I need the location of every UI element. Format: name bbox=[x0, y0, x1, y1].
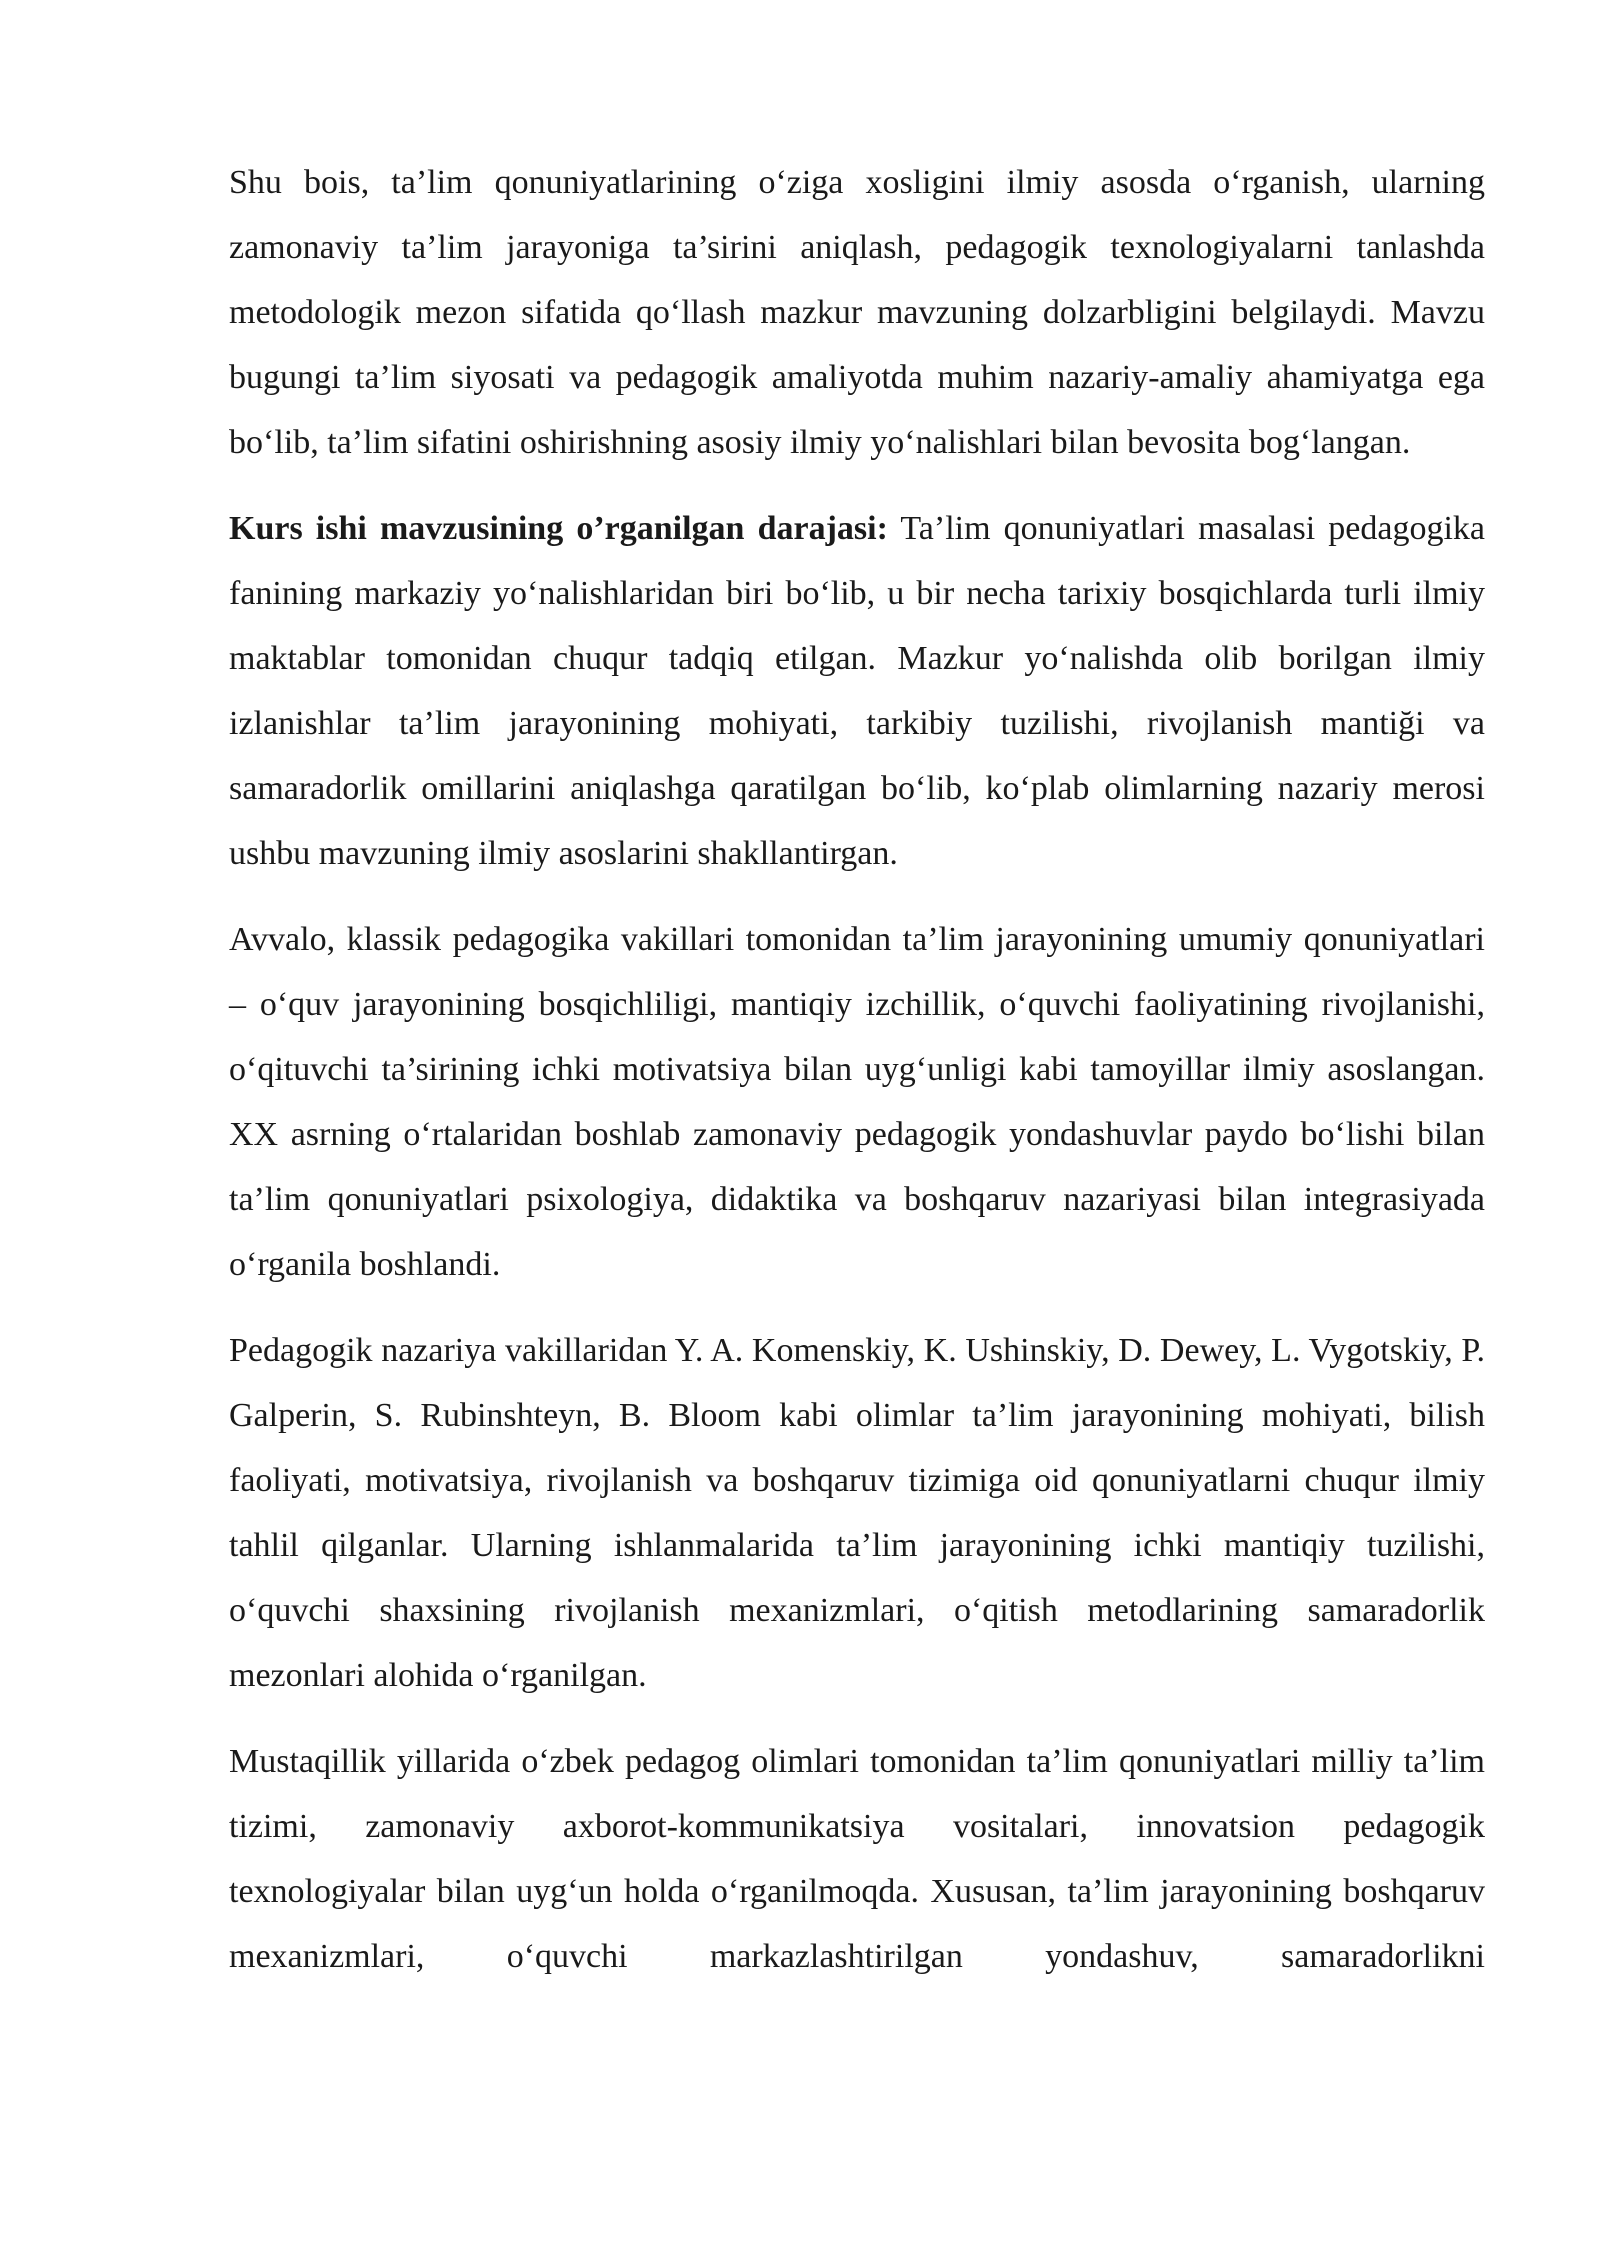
body-text bbox=[229, 150, 1485, 2010]
paragraph-heading: Kurs ishi mavzusining o’rganilgan darajasi: bbox=[229, 510, 888, 547]
paragraph-text: Ta’lim qonuniyatlari masalasi pedagogika fanining markaziy yo‘nalishlaridan biri bo‘lib, u bir necha tarixiy bosqichlarda turli ilmiy maktablar tomonidan chuqur tadqiq etilgan. Mazkur yo‘nalishda olib borilgan ilmiy izlanishlar ta’lim jarayonining mohiyati, tarkibiy tuzilishi, rivojlanish mantiği va samaradorlik omillarini aniqlashga qaratilgan bo‘lib, ko‘plab olimlarning nazariy merosi ushbu mavzuning ilmiy asoslarini shakllantirgan. bbox=[229, 510, 1485, 872]
paragraph-study-level bbox=[229, 496, 1485, 886]
paragraph-independence-years bbox=[229, 1729, 1485, 1989]
paragraph-text: Shu bois, ta’lim qonuniyatlarining o‘ziga xosligini ilmiy asosda o‘rganish, ularning zamonaviy ta’lim jarayoniga ta’sirini aniqlash, pedagogik texnologiyalarni tanlashda metodologik mezon sifatida qo‘llash mazkur mavzuning dolzarbligini belgilaydi. Mavzu bugungi ta’lim siyosati va pedagogik amaliyotda muhim nazariy-amaliy ahamiyatga ega bo‘lib, ta’lim sifatini oshirishning asosiy ilmiy yo‘nalishlari bilan bevosita bog‘langan. bbox=[229, 164, 1485, 461]
paragraph-theorists bbox=[229, 1318, 1485, 1708]
paragraph-text: Avvalo, klassik pedagogika vakillari tomonidan ta’lim jarayonining umumiy qonuniyatlari – o‘quv jarayonining bosqichliligi, mantiqiy izchillik, o‘quvchi faoliyatining rivojlanishi, o‘qituvchi ta’sirining ichki motivatsiya bilan uyg‘unligi kabi tamoyillar ilmiy asoslangan. XX asrning o‘rtalaridan boshlab zamonaviy pedagogik yondashuvlar paydo bo‘lishi bilan ta’lim qonuniyatlari psixologiya, didaktika va boshqaruv nazariyasi bilan integrasiyada o‘rganila boshlandi. bbox=[229, 921, 1485, 1283]
paragraph-text: Pedagogik nazariya vakillaridan Y. A. Komenskiy, K. Ushinskiy, D. Dewey, L. Vygotskiy, P. Galperin, S. Rubinshteyn, B. Bloom kabi olimlar ta’lim jarayonining mohiyati, bilish faoliyati, motivatsiya, rivojlanish va boshqaruv tizimiga oid qonuniyatlarni chuqur ilmiy tahlil qilganlar. Ularning ishlanmalarida ta’lim jarayonining ichki mantiqiy tuzilishi, o‘quvchi shaxsining rivojlanish mexanizmlari, o‘qitish metodlarining samaradorlik mezonlari alohida o‘rganilgan. bbox=[229, 1332, 1485, 1694]
paragraph-classical-pedagogy bbox=[229, 907, 1485, 1297]
paragraph-text: Mustaqillik yillarida o‘zbek pedagog olimlari tomonidan ta’lim qonuniyatlari milliy ta’lim tizimi, zamonaviy axborot-kommunikatsiya vositalari, innovatsion pedagogik texnologiyalar bilan uyg‘un holda o‘rganilmoqda. Xususan, ta’lim jarayonining boshqaruv mexanizmlari, o‘quvchi markazlashtirilgan yondashuv, samaradorlikni bbox=[229, 1743, 1485, 1975]
paragraph-relevance bbox=[229, 150, 1485, 475]
